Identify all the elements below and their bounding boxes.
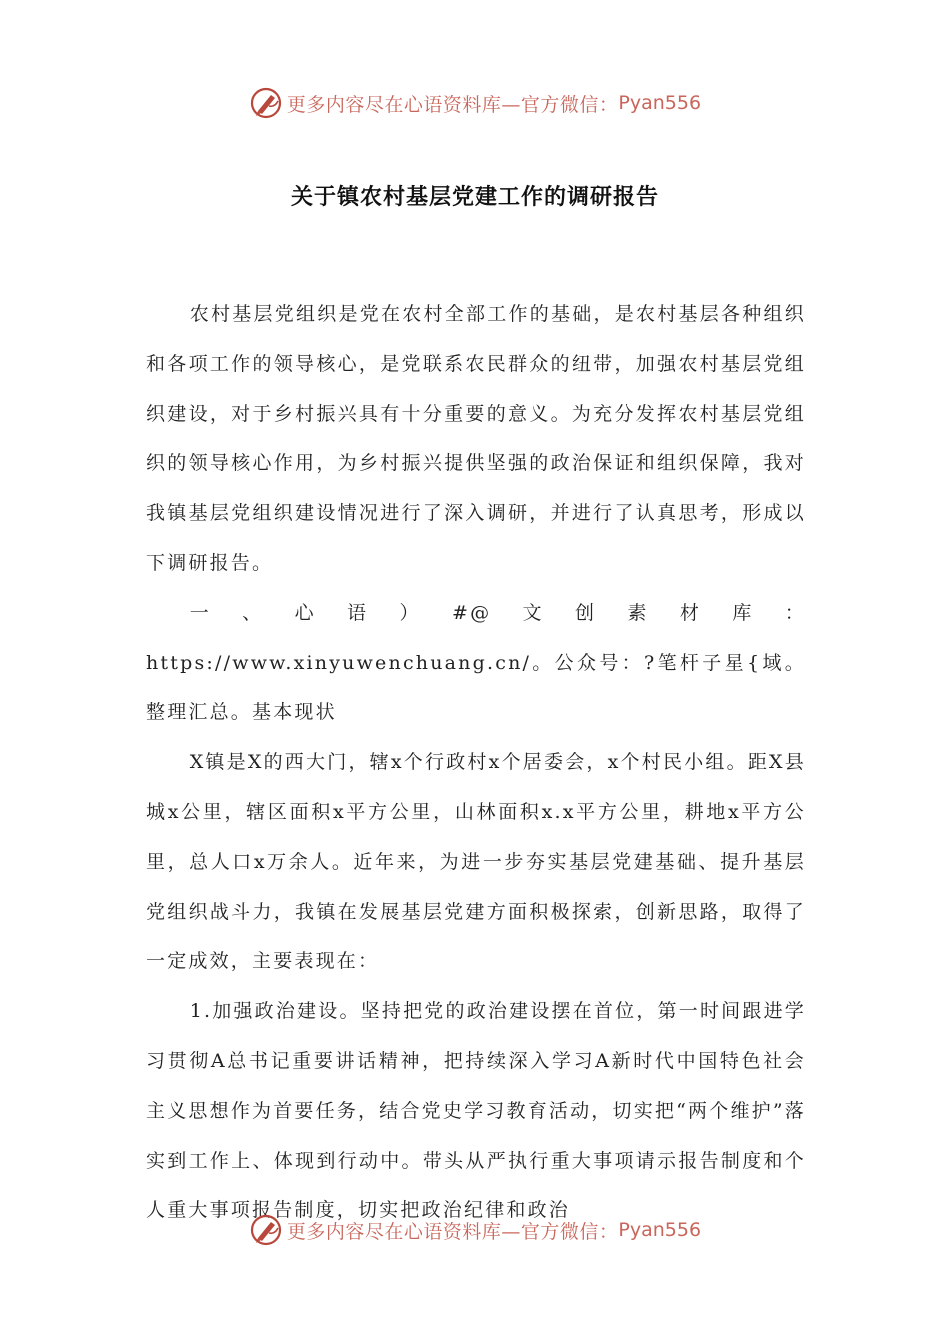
watermark-text: 更多内容尽在心语资料库—官方微信：	[286, 93, 619, 116]
watermark-wechat-id: Pyan556	[618, 92, 702, 114]
paragraph-political-building: 1.加强政治建设。坚持把党的政治建设摆在首位，第一时间跟进学习贯彻A总书记重要讲话精神，把持续深入学习A新时代中国特色社会主义思想作为首要任务，结合党史学习教育活动，切实把“两个维护”落实到工作上、体现到行动中。带头从严执行重大事项请示报告制度和个人重大事项报告制度，切实把政治纪律和政治	[146, 1000, 806, 1222]
footer-watermark-banner	[0, 1210, 950, 1250]
paragraph-town-overview: X镇是X的西大门，辖x个行政村x个居委会，x个村民小组。距X县城x公里，辖区面积x平方公里，山林面积x.x平方公里，耕地x平方公里，总人口x万余人。近年来，为进一步夯实基层党建基础、提升基层党组织战斗力，我镇在发展基层党建方面积极探索，创新思路，取得了一定成效，主要表现在：	[146, 751, 806, 973]
watermark-text: 更多内容尽在心语资料库—官方微信：	[286, 1220, 619, 1243]
document-title: 关于镇农村基层党建工作的调研报告	[290, 184, 659, 210]
paragraph-intro: 农村基层党组织是党在农村全部工作的基础，是农村基层各种组织和各项工作的领导核心，是党联系农民群众的纽带，加强农村基层党组织建设，对于乡村振兴具有十分重要的意义。为充分发挥农村基层党组织的领导核心作用，为乡村振兴提供坚强的政治保证和组织保障，我对我镇基层党组织建设情况进行了深入调研，并进行了认真思考，形成以下调研报告。	[146, 303, 806, 574]
header-watermark-banner	[0, 83, 950, 123]
watermark-wechat-id: Pyan556	[618, 1219, 702, 1241]
pen-logo-icon	[249, 1213, 283, 1247]
paragraph-section-heading: 一、心语）#@文创素材库：https://www.xinyuwenchuang.cn/。公众号：?笔杆子星{域。整理汇总。基本现状	[146, 601, 806, 724]
document-body	[146, 290, 806, 1236]
pen-logo-icon	[249, 86, 283, 120]
